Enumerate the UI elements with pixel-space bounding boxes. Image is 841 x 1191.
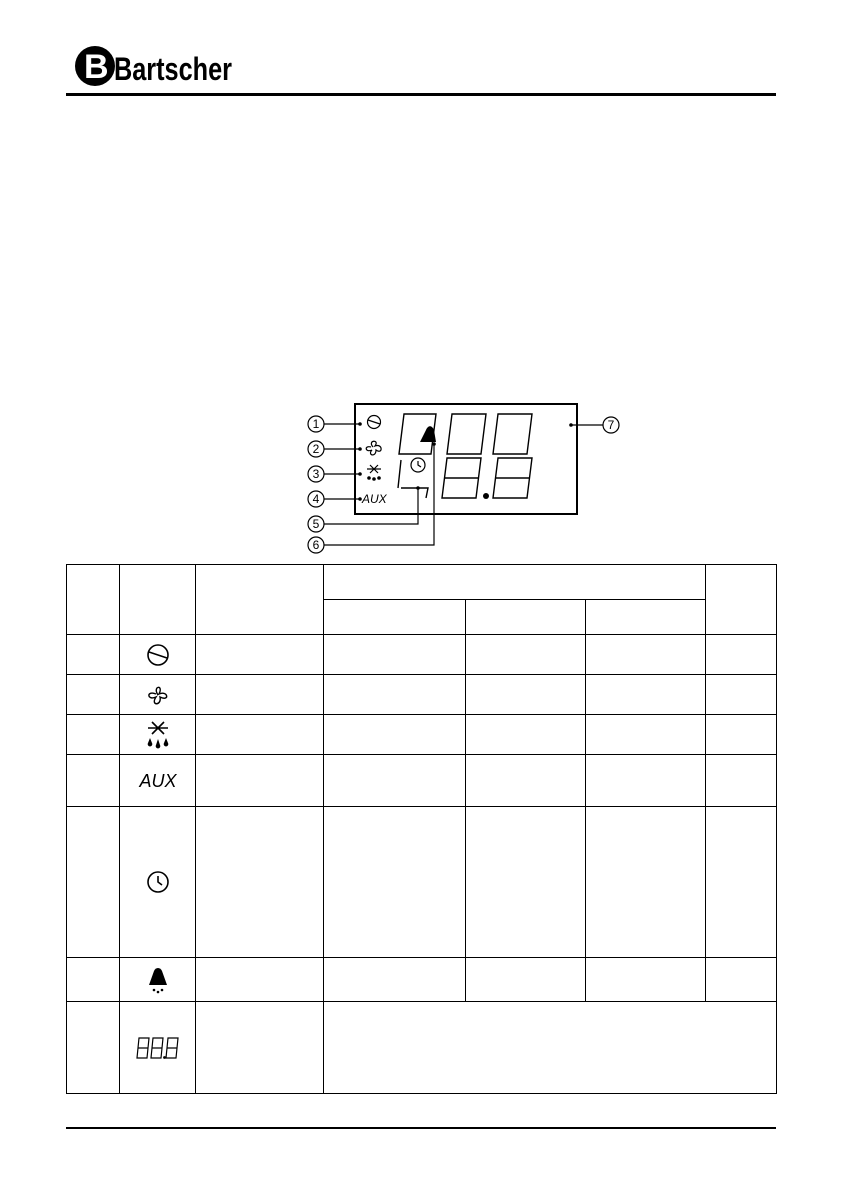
table-row xyxy=(67,755,777,807)
footer-rule xyxy=(66,1127,776,1129)
seven-segment-display-icon xyxy=(120,1002,196,1094)
subheader-cell xyxy=(466,600,586,635)
display-aux-label: AUX xyxy=(362,492,387,506)
header-cell xyxy=(196,565,324,635)
callout-4: 4 xyxy=(312,492,320,506)
alarm-bell-icon xyxy=(120,958,196,1002)
table-row xyxy=(67,807,777,958)
display-diagram xyxy=(300,400,640,550)
compressor-icon xyxy=(120,635,196,675)
callout-6: 6 xyxy=(312,538,320,552)
header-cell xyxy=(120,565,196,635)
table-row xyxy=(67,635,777,675)
defrost-icon xyxy=(120,715,196,755)
clock-icon xyxy=(120,807,196,958)
aux-icon xyxy=(120,755,196,807)
header-cell xyxy=(67,565,120,635)
callout-7: 7 xyxy=(607,418,615,432)
callout-2: 2 xyxy=(312,442,320,456)
brand-logo xyxy=(70,40,240,88)
fan-icon xyxy=(120,675,196,715)
callout-5: 5 xyxy=(312,517,320,531)
subheader-cell xyxy=(586,600,706,635)
table-row xyxy=(67,1002,777,1094)
table-row xyxy=(67,958,777,1002)
callout-3: 3 xyxy=(312,467,320,481)
svg-text:AUX: AUX xyxy=(138,770,177,791)
table-header-row xyxy=(67,565,777,600)
header-cell xyxy=(324,565,706,600)
svg-text:B: B xyxy=(84,48,109,86)
table-row xyxy=(67,715,777,755)
icon-table xyxy=(66,564,777,1094)
brand-name: Bartscher xyxy=(114,51,232,87)
header-rule xyxy=(66,93,776,96)
table-row xyxy=(67,675,777,715)
subheader-cell xyxy=(324,600,466,635)
callout-1: 1 xyxy=(312,417,320,431)
header-cell xyxy=(706,565,777,635)
